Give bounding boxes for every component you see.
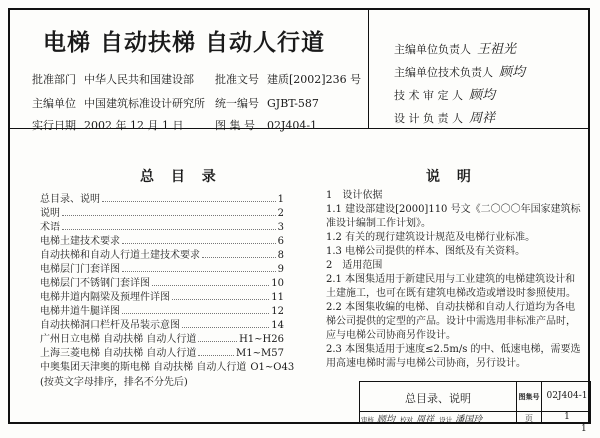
leader-dots xyxy=(198,341,237,342)
toc-item xyxy=(40,219,284,233)
toc-item xyxy=(40,205,284,219)
toc-item xyxy=(40,289,284,303)
notes-line: 1.2 有关的现行建筑设计规范及电梯行业标准。 xyxy=(326,232,536,243)
toc-item xyxy=(40,247,284,261)
responsible-row: 技 术 审 定 人 顾均 xyxy=(394,88,496,103)
toc-item-label: 电梯井道内隔梁及预埋件详图 xyxy=(40,292,170,303)
atlas-no-label: 图集号 xyxy=(518,392,540,401)
notes-title: 说 明 xyxy=(426,169,477,185)
toc-item-page: 2 xyxy=(277,208,284,219)
meta-unified-no: 统一编号 GJBT-587 xyxy=(215,97,319,110)
notes-line: 2.3 本图集适用于速度≤2.5m/s 的中、低速电梯，需要选用高速电梯时需与电梯公司协商，另行设计。 xyxy=(326,344,581,369)
toc-list xyxy=(40,191,295,388)
toc-item xyxy=(40,303,284,317)
toc-item-label: 中奥集团天津奥的斯电梯 自动扶梯 自动人行道 xyxy=(40,362,247,373)
leader-dots xyxy=(62,215,276,216)
responsible-row: 主编单位负责人 王祖光 xyxy=(394,42,517,57)
leader-dots xyxy=(122,271,276,272)
toc-item-page: H1~H26 xyxy=(239,334,284,345)
leader-dots xyxy=(122,243,276,244)
toc-item-page: 6 xyxy=(277,236,284,247)
meta-effective-date: 实行日期 2002 年 12 月 1 日 xyxy=(32,119,184,132)
notes-line: 2.1 本图集适用于新建民用与工业建筑的电梯建筑设计和土建施工，也可在既有建筑电梯改造或增设时参照使用。 xyxy=(326,274,576,299)
notes-body xyxy=(326,189,582,371)
toc-item xyxy=(40,261,284,275)
toc-item-label: 上海三菱电梯 自动扶梯 自动人行道 xyxy=(40,348,197,359)
toc-item xyxy=(40,345,284,359)
toc-item-page: 14 xyxy=(271,320,284,331)
leader-dots xyxy=(152,285,269,286)
toc-item-label: 电梯层门门套详图 xyxy=(40,264,120,275)
toc-item-page: 11 xyxy=(271,292,284,303)
notes-line: 1.3 电梯公司提供的样本、图纸及有关资料。 xyxy=(326,246,526,257)
notes-line: 1 设计依据 xyxy=(326,190,383,201)
meta-editor-unit: 主编单位 中国建筑标准设计研究所 xyxy=(32,97,205,110)
toc-item-page: M1~M57 xyxy=(236,348,284,359)
toc-item xyxy=(40,331,284,345)
responsible-row: 主编单位技术负责人 顾均 xyxy=(394,65,526,80)
signature-row: 审核 顾均 校对 周祥 设计 潘国玲 xyxy=(361,415,483,425)
toc-item xyxy=(40,275,284,289)
drawing-name: 总目录、说明 xyxy=(405,392,471,405)
toc-item xyxy=(40,317,284,331)
atlas-title: 电梯 自动扶梯 自动人行道 xyxy=(42,30,325,56)
leader-dots xyxy=(122,313,269,314)
leader-dots xyxy=(198,355,234,356)
leader-dots xyxy=(182,327,269,328)
leader-dots xyxy=(102,201,276,202)
notes-line: 2.2 本图集收编的电梯、自动扶梯和自动人行道均为各电梯公司提供的定型的产品。设计中需选用非标准产品时，应与电梯公司协商另作设计。 xyxy=(326,302,576,341)
toc-item-page: O1~O43 xyxy=(250,362,295,373)
toc-note: (按英文字母排序，排名不分先后) xyxy=(40,377,188,388)
leader-dots xyxy=(172,299,269,300)
toc-item-page: 8 xyxy=(277,250,284,261)
toc-item-label: 广州日立电梯 自动扶梯 自动人行道 xyxy=(40,334,197,345)
toc-item-page: 10 xyxy=(271,278,284,289)
page-value: 1 xyxy=(564,412,570,422)
toc-item-label: 自动扶梯洞口栏杆及吊装示意图 xyxy=(40,320,180,331)
notes-line: 2 适用范围 xyxy=(326,260,383,271)
responsible-row: 设 计 负 责 人 周祥 xyxy=(394,111,496,126)
toc-item xyxy=(40,233,284,247)
meta-atlas-no: 图 集 号 02J404-1 xyxy=(215,119,318,132)
meta-approval-dept: 批准部门 中华人民共和国建设部 xyxy=(32,73,194,86)
toc-item-label: 电梯井道牛腿详图 xyxy=(40,306,120,317)
header-vertical-divider xyxy=(368,8,369,129)
title-block xyxy=(359,381,591,424)
toc-item-page: 3 xyxy=(277,222,284,233)
toc-item-label: 电梯土建技术要求 xyxy=(40,236,120,247)
leader-dots xyxy=(62,229,276,230)
toc-item-page: 9 xyxy=(277,264,284,275)
toc-item-label: 术语 xyxy=(40,222,60,233)
toc-item-label: 总目录、说明 xyxy=(40,194,100,205)
meta-approval-no: 批准文号 建质[2002]236 号 xyxy=(215,73,362,86)
toc-item-page: 1 xyxy=(277,194,284,205)
toc-item xyxy=(40,359,295,373)
toc-item xyxy=(40,191,284,205)
page-number: 1 xyxy=(581,424,587,434)
toc-item-label: 电梯层门不锈钢门套详图 xyxy=(40,278,150,289)
leader-dots xyxy=(202,257,276,258)
toc-item-page: 12 xyxy=(271,306,284,317)
toc-item-label: 说明 xyxy=(40,208,60,219)
page-label: 页 xyxy=(525,414,533,423)
notes-line: 1.1 建设部建设[2000]110 号文《二〇〇〇年国家建筑标准设计编制工作计划》。 xyxy=(326,204,581,229)
toc-item-label: 自动扶梯和自动人行道土建技术要求 xyxy=(40,250,200,261)
toc-title: 总 目 录 xyxy=(140,169,222,185)
atlas-no-value: 02J404-1 xyxy=(546,391,588,401)
